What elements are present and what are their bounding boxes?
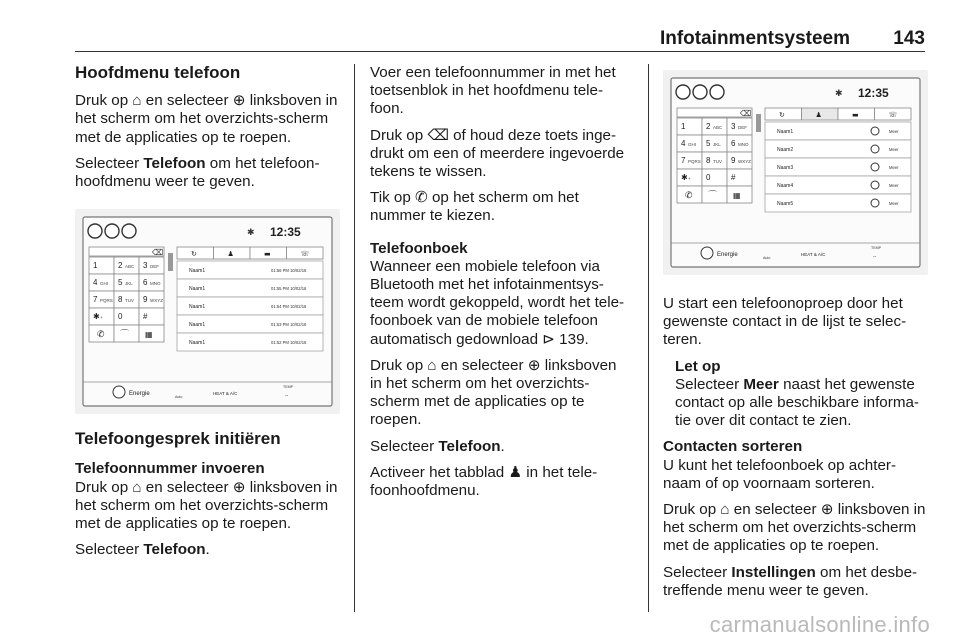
key-digit: # <box>731 173 736 182</box>
bluetooth-icon: ✱ <box>835 89 843 99</box>
heading-number: Telefoonnummer invoeren <box>75 460 265 478</box>
app-icon <box>693 85 707 99</box>
backspace-icon: ⌫ <box>740 109 752 118</box>
tab-icon: ▬ <box>264 250 271 259</box>
key-digit: ✱ <box>93 312 100 322</box>
call-time: 01:52 PM 10/02/16 <box>271 340 307 346</box>
more-label: Meer <box>889 147 899 152</box>
info-icon <box>871 163 879 171</box>
key-letters: + <box>100 315 103 321</box>
paragraph: Selecteer Telefoon. <box>370 437 505 455</box>
keypad-icon: ▦ <box>145 330 153 340</box>
bluetooth-icon: ✱ <box>247 228 255 239</box>
paragraph: Druk op ⌂ en selecteer ⊕ linksboven in het scherm om het overzichts-scherm met de applicaties op te roepen. <box>370 356 617 429</box>
paragraph: Selecteer Telefoon om het telefoon-hoofdmenu weer te geven. <box>75 154 320 191</box>
keypad-icon: ▦ <box>733 191 741 200</box>
column-divider <box>648 64 649 612</box>
backspace-icon: ⌫ <box>152 248 164 258</box>
paragraph: U start een telefoonoproep door het gewenste contact in de lijst te selec-teren. <box>663 295 907 349</box>
heading-call: Telefoongesprek initiëren <box>75 429 281 449</box>
key-letters: PQRS <box>100 298 113 304</box>
note-text: Selecteer Meer naast het gewenste contact op alle beschikbare informa-tie over dit contact te zien. <box>675 375 919 430</box>
key-digit: 8 <box>706 156 711 165</box>
contact-name: Naam1 <box>777 129 794 135</box>
tab-icon: ↻ <box>779 111 785 119</box>
key-letters: MNO <box>738 142 749 147</box>
section-title: Infotainmentsysteem <box>659 28 850 49</box>
paragraph: Selecteer Telefoon. <box>75 541 210 559</box>
call-time: 01:55 PM 10/02/16 <box>271 286 307 292</box>
app-icon <box>710 85 724 99</box>
key-letters: GHI <box>100 281 109 287</box>
scroll-handle <box>756 114 761 132</box>
more-label: Meer <box>889 165 899 170</box>
contact-name: Naam1 <box>189 304 206 311</box>
contact-name: Naam3 <box>777 165 794 171</box>
key-digit: 8 <box>118 295 123 305</box>
key-digit: 0 <box>118 312 123 322</box>
app-icon <box>105 224 119 238</box>
call-time: 01:54 PM 10/02/16 <box>271 304 307 310</box>
key-letters: ABC <box>713 125 723 130</box>
info-icon <box>871 199 879 207</box>
heading-sort: Contacten sorteren <box>663 438 803 456</box>
more-label: Meer <box>889 129 899 134</box>
heat-ac-label: HEAT & A/C <box>213 391 238 397</box>
screenshot-figure <box>663 70 928 275</box>
energy-label: Energie <box>129 391 150 398</box>
page-header <box>75 24 925 52</box>
auto-label: Auto <box>175 395 183 400</box>
info-icon <box>871 127 879 135</box>
key-digit: 1 <box>93 261 98 271</box>
key-digit: 4 <box>93 278 98 288</box>
contact-name: Naam1 <box>189 340 206 347</box>
tab-icon: ↻ <box>191 250 197 259</box>
key-digit: 3 <box>731 122 736 131</box>
paragraph: Wanneer een mobiele telefoon via Bluetooth met het infotainmentsys-teem wordt gekoppeld, wordt het tele-foonboek van de mobiele telefoon automatisch gedownload ⊳ 139. <box>370 257 625 348</box>
note-title: Let op <box>675 357 721 375</box>
key-letters: GHI <box>688 142 697 147</box>
auto-label: Auto <box>763 256 771 260</box>
key-letters: TUV <box>125 298 134 304</box>
heat-ac-label: HEAT & A/C <box>801 252 826 257</box>
key-digit: 6 <box>731 139 736 148</box>
key-digit: 5 <box>118 278 123 288</box>
heading-phone-menu: Hoofdmenu telefoon <box>75 63 241 82</box>
more-label: Meer <box>889 183 899 188</box>
key-digit: 9 <box>731 156 736 165</box>
paragraph: U kunt het telefoonboek op achter-naam of op voornaam sorteren. <box>663 456 897 492</box>
contact-name: Naam1 <box>189 322 206 329</box>
heading-phonebook: Telefoonboek <box>370 239 468 257</box>
paragraph: Voer een telefoonnummer in met het toetsenblok in het hoofdmenu tele-foon. <box>370 64 616 118</box>
key-letters: MNO <box>150 281 161 287</box>
tab-icon: ♟ <box>227 250 234 259</box>
key-letters: JKL <box>125 281 133 287</box>
temp-value: -- <box>285 393 289 400</box>
key-letters: WXYZ <box>150 298 163 304</box>
paragraph: Selecteer Instellingen om het desbe-treffende menu weer te geven. <box>663 563 918 599</box>
key-letters: DEF <box>738 125 747 130</box>
key-digit: 3 <box>143 261 148 271</box>
call-time: 01:53 PM 10/02/16 <box>271 322 307 328</box>
paragraph: Druk op ⌂ en selecteer ⊕ linksboven in het scherm om het overzichts-scherm met de applicaties op te roepen. <box>75 92 338 146</box>
contact-name: Naam1 <box>189 286 206 293</box>
energy-icon <box>113 386 125 398</box>
paragraph: Tik op ✆ op het scherm om het nummer te kiezen. <box>370 189 579 225</box>
info-icon <box>871 145 879 153</box>
key-letters: DEF <box>150 264 159 270</box>
key-digit: 6 <box>143 278 148 288</box>
key-digit: 5 <box>706 139 711 148</box>
app-icon <box>88 224 102 238</box>
note-box <box>663 358 928 431</box>
key-digit: 7 <box>681 156 686 165</box>
key-letters: WXYZ <box>738 159 751 164</box>
tab-icon: ▬ <box>852 111 859 119</box>
tab-icon: ☏ <box>300 250 310 259</box>
key-digit: # <box>143 312 148 322</box>
temp-label: TEMP <box>283 385 293 390</box>
tab-icon: ♟ <box>815 111 822 119</box>
temp-value: -- <box>873 254 877 260</box>
phone-screen-recent-calls <box>75 209 340 414</box>
key-digit: 0 <box>706 173 711 182</box>
contact-name: Naam5 <box>777 201 794 207</box>
more-label: Meer <box>889 201 899 206</box>
clock-time: 12:35 <box>858 86 889 100</box>
paragraph: Druk op ⌫ of houd deze toets inge-drukt om een of meerdere ingevoerde tekens te wissen. <box>370 126 625 181</box>
key-digit: 2 <box>118 261 123 271</box>
clock-time: 12:35 <box>270 225 301 240</box>
screenshot-figure <box>75 209 340 414</box>
key-letters: ABC <box>125 264 135 270</box>
key-digit: 4 <box>681 139 686 148</box>
column-right <box>663 64 928 608</box>
key-digit: 9 <box>143 295 148 305</box>
key-digit: ✱ <box>681 173 688 182</box>
column-left <box>75 64 343 567</box>
contact-name: Naam1 <box>189 268 206 275</box>
key-letters: PQRS <box>688 159 701 164</box>
info-icon <box>871 181 879 189</box>
page-number: 143 <box>893 28 925 49</box>
watermark: carmanualsonline.info <box>709 612 930 637</box>
temp-label: TEMP <box>871 246 881 250</box>
key-digit: 1 <box>681 122 686 131</box>
key-digit: 2 <box>706 122 711 131</box>
app-icon <box>676 85 690 99</box>
scroll-handle <box>168 253 173 271</box>
paragraph: Druk op ⌂ en selecteer ⊕ linksboven in het scherm om het overzichts-scherm met de applicaties op te roepen. <box>663 501 926 555</box>
paragraph: Druk op ⌂ en selecteer ⊕ linksboven in het scherm om het overzichts-scherm met de applicaties op te roepen. <box>75 478 338 533</box>
key-letters: + <box>688 176 691 181</box>
column-divider <box>354 64 355 612</box>
contact-name: Naam4 <box>777 183 794 189</box>
energy-icon <box>701 247 713 259</box>
key-digit: 7 <box>93 295 98 305</box>
energy-label: Energie <box>717 252 738 258</box>
contact-name: Naam2 <box>777 147 794 153</box>
call-icon: ✆ <box>685 191 693 201</box>
key-letters: JKL <box>713 142 721 147</box>
paragraph: Activeer het tabblad ♟ in het tele-foonhoofdmenu. <box>370 463 598 500</box>
tab-icon: ☏ <box>888 111 898 119</box>
phone-screen-contacts <box>663 70 928 275</box>
key-letters: TUV <box>713 159 722 164</box>
column-middle <box>370 64 632 508</box>
call-time: 01:56 PM 10/02/16 <box>271 268 307 274</box>
hangup-icon: ⌒ <box>120 330 130 341</box>
app-icon <box>122 224 136 238</box>
call-icon: ✆ <box>97 330 105 341</box>
hangup-icon: ⌒ <box>708 191 718 201</box>
